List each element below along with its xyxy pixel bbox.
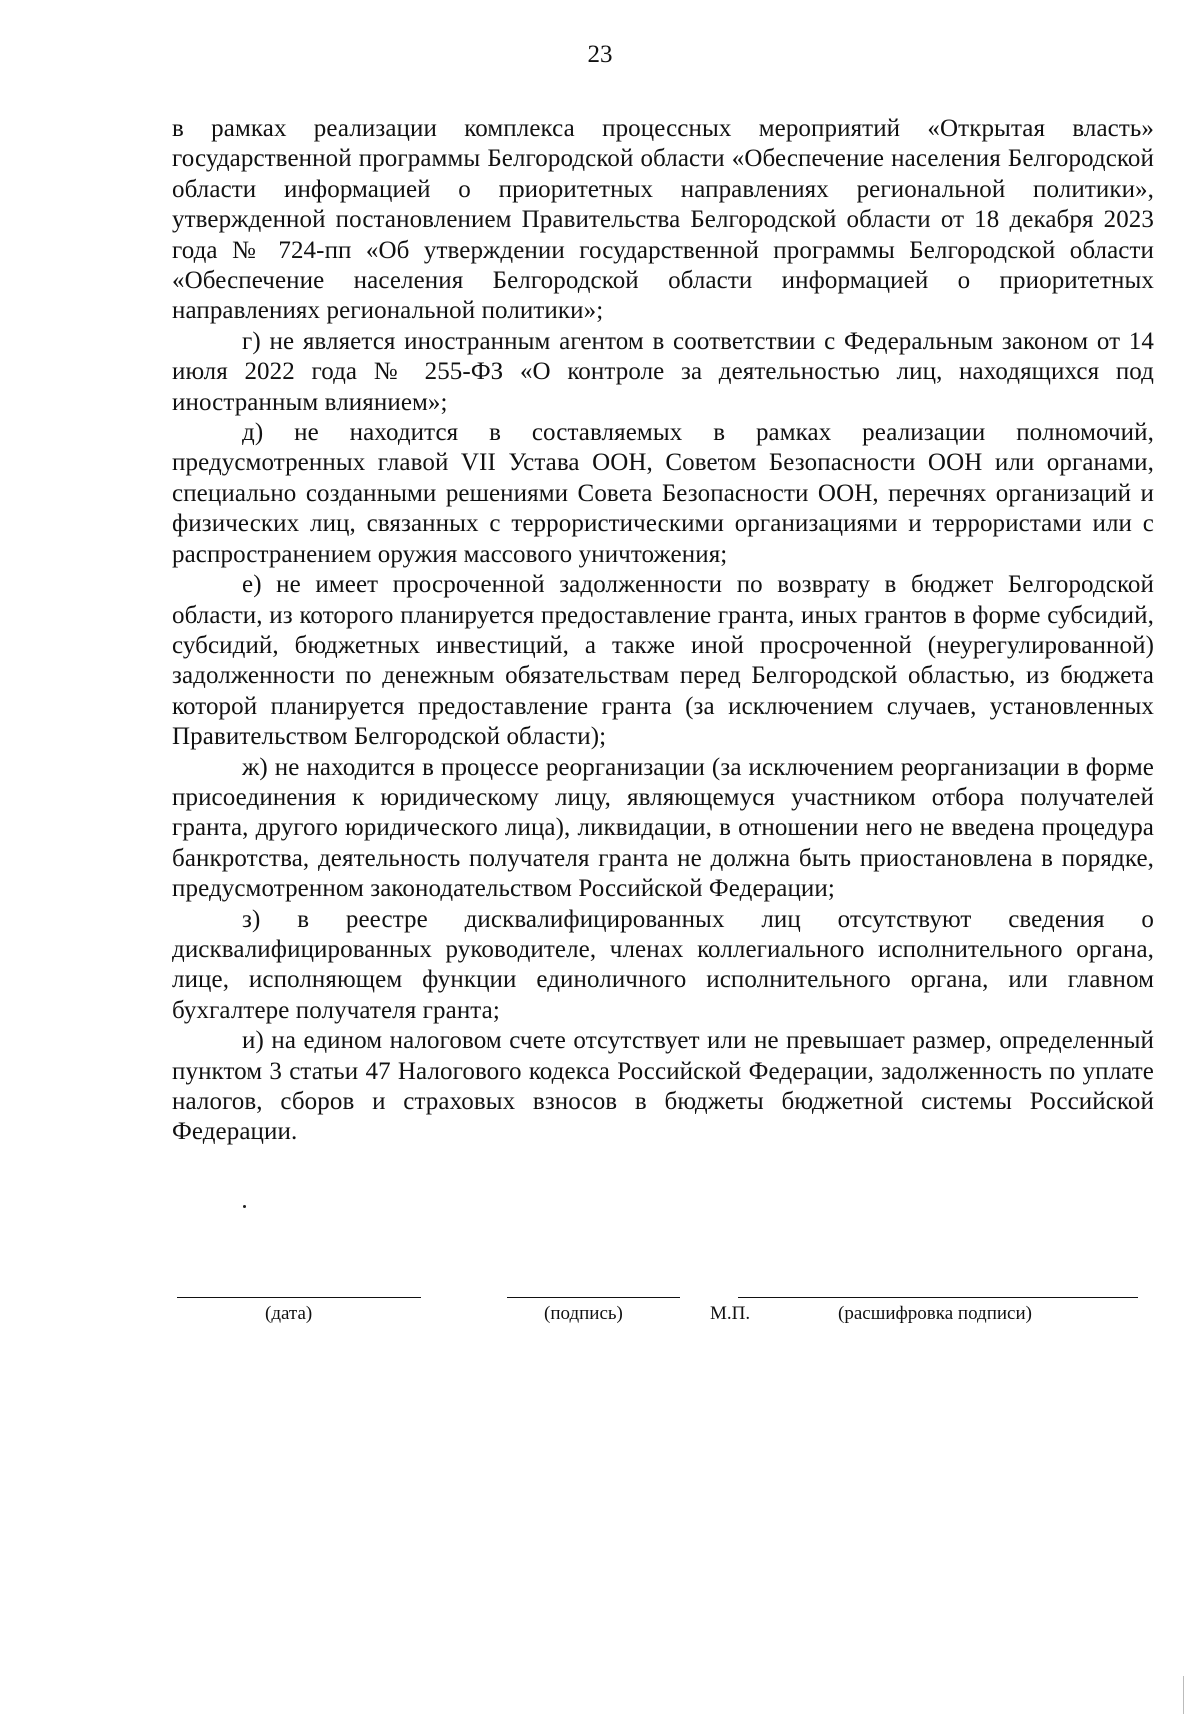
- paragraph-item-d: д) не находится в составляемых в рамках реализации полномочий, предусмотренных главой VII Устава ООН, Советом Безопасности ООН или органами, специально созданными решениями Совета Безопасности ООН, перечнях организаций и физических лиц, связанных с террористическими организациями и террористами или с распространением оружия массового уничтожения;: [172, 419, 1154, 568]
- signature-label: (подпись): [544, 1303, 623, 1324]
- paragraph-item-i: и) на едином налоговом счете отсутствует или не превышает размер, определенный пунктом 3 статьи 47 Налогового кодекса Российской Федерации, задолженность по уплате налогов, сборов и страховых взносов в бюджеты бюджетной системы Российской Федерации.: [172, 1027, 1154, 1146]
- signature-line: [507, 1297, 680, 1298]
- stamp-label: М.П.: [710, 1303, 751, 1324]
- signature-decoding-line: [738, 1297, 1138, 1298]
- paragraph-item-e: е) не имеет просроченной задолженности по возврату в бюджет Белгородской области, из которого планируется предоставление гранта, иных грантов в форме субсидий, субсидий, бюджетных инвестиций, а также иной просроченной (неурегулированной) задолженности по денежным обязательствам перед Белгородской областью, из бюджета которой планируется предоставление гранта (за исключением случаев, установленных Правительством Белгородской области);: [172, 571, 1154, 751]
- scan-dot-mark: [243, 1205, 246, 1208]
- paragraph-item-g: г) не является иностранным агентом в соответствии с Федеральным законом от 14 июля 2022 года № 255-ФЗ «О контроле за деятельностью лиц, находящихся под иностранным влиянием»;: [172, 327, 1154, 416]
- date-line: [177, 1297, 421, 1298]
- paragraph-continuation: в рамках реализации комплекса процессных мероприятий «Открытая власть» государственной программы Белгородской области «Обеспечение населения Белгородской области информацией о приоритетных направлениях региональной политики», утвержденной постановлением Правительства Белгородской области от 18 декабря 2023 года № 724-пп «Об утверждении государственной программы Белгородской области «Обеспечение населения Белгородской области информацией о приоритетных направлениях региональной политики»;: [172, 115, 1154, 325]
- date-label: (дата): [265, 1303, 313, 1324]
- page-number: 23: [587, 41, 613, 68]
- paragraph-item-z: з) в реестре дисквалифицированных лиц отсутствуют сведения о дисквалифицированных руководителе, членах коллегиального исполнительного органа, лице, исполняющем функции единоличного исполнительного органа, или главном бухгалтере получателя гранта;: [172, 905, 1154, 1024]
- scan-edge-mark: [1183, 1676, 1184, 1714]
- document-body: [172, 114, 1154, 1148]
- paragraph-item-zh: ж) не находится в процессе реорганизации (за исключением реорганизации в форме присоединения к юридическому лицу, являющемуся участником отбора получателей гранта, другого юридического лица), ликвидации, в отношении него не введена процедура банкротства, деятельность получателя гранта не должна быть приостановлена в порядке, предусмотренном законодательством Российской Федерации;: [172, 753, 1154, 903]
- signature-decoding-label: (расшифровка подписи): [838, 1303, 1032, 1324]
